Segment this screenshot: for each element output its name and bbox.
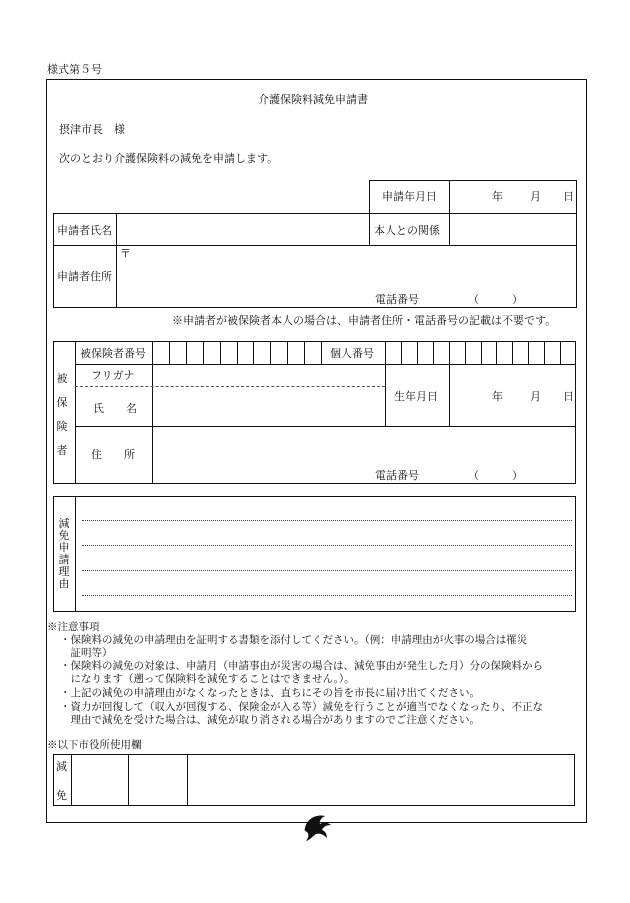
note-line: ・上記の減免の申請理由がなくなったときは、直ちにその旨を市長に届け出てください。	[60, 687, 480, 699]
number-cell-divider	[220, 341, 221, 364]
number-cell-divider	[304, 341, 305, 364]
relation-field[interactable]	[452, 216, 572, 242]
number-cell-divider	[401, 341, 402, 364]
number-cell-divider	[512, 341, 513, 364]
insured-side-label: 被 保 険 者	[56, 372, 68, 457]
office-side-label-top: 減	[56, 760, 67, 773]
addressee: 摂津市長 様	[59, 123, 125, 136]
insured-number-label: 被保険者番号	[80, 347, 146, 360]
note-line: 理由で減免を受けた場合は、減免が取り消される場合がありますのでご注意ください。	[60, 714, 480, 726]
number-cell-divider	[186, 341, 187, 364]
note-line: ・保険料の減免の対象は、申請月（申請事由が災害の場合は、減免事由が発生した月）分の保険料から	[60, 660, 543, 672]
number-cell-divider	[253, 341, 254, 364]
reason-side-label: 減 免 申 請 理 由	[58, 517, 70, 590]
insured-name-field[interactable]	[156, 390, 381, 422]
number-cell-divider	[544, 341, 545, 364]
number-cell-divider	[560, 341, 561, 364]
applicant-name-label: 申請者氏名	[57, 224, 112, 237]
date-month-unit: 月	[530, 190, 541, 203]
number-cell-divider	[203, 341, 204, 364]
personal-number-label: 個人番号	[330, 347, 374, 360]
applicant-phone-paren: （ ）	[468, 293, 523, 306]
note-line: になります（遡って保険料を減免することはできません。）。	[60, 673, 355, 685]
form-number: 様式第５号	[47, 63, 102, 76]
number-cell-divider	[496, 341, 497, 364]
note-line: ・保険料の減免の申請理由を証明する書類を添付してください。（例：申請理由が火事の場合は罹災	[60, 634, 528, 646]
number-cell-divider	[449, 341, 450, 364]
applicant-phone-label: 電話番号	[375, 293, 419, 306]
furigana-label: フリガナ	[91, 369, 135, 382]
furigana-field[interactable]	[156, 367, 381, 384]
number-cell-divider	[465, 341, 466, 364]
number-cell-divider	[237, 341, 238, 364]
office-heading: ※以下市役所使用欄	[47, 739, 142, 751]
number-cell-divider	[270, 341, 271, 364]
insured-phone-paren: （ ）	[468, 469, 523, 482]
postal-mark: 〒	[120, 247, 131, 260]
intro-text: 次のとおり介護保険料の減免を申請します。	[59, 152, 279, 165]
form-title: 介護保険料減免申請書	[258, 93, 368, 106]
number-cell-divider	[528, 341, 529, 364]
birth-date-label: 生年月日	[394, 390, 438, 403]
insured-address-field[interactable]	[156, 430, 571, 460]
applicant-note: ※申請者が被保険者本人の場合は、申請者住所・電話番号の記載は不要です。	[172, 314, 557, 327]
applicant-address-field[interactable]	[120, 262, 570, 288]
date-year-field[interactable]	[455, 184, 485, 208]
date-year-unit: 年	[492, 190, 503, 203]
birth-month-unit: 月	[530, 390, 541, 403]
birth-year-unit: 年	[492, 390, 503, 403]
note-line: 証明等）	[60, 647, 113, 659]
insured-phone-label: 電話番号	[375, 469, 419, 482]
insured-name-label: 氏 名	[93, 402, 137, 415]
relation-label: 本人との関係	[374, 224, 440, 237]
date-day-unit: 日	[563, 190, 574, 203]
applicant-name-field[interactable]	[120, 216, 365, 242]
number-cell-divider	[169, 341, 170, 364]
city-emblem-icon	[301, 812, 333, 842]
applicant-address-label: 申請者住所	[57, 270, 112, 283]
note-line: ・資力が回復して（収入が回復する、保険金が入る等）減免を行うことが適当でなくなったり、不正な	[60, 701, 543, 713]
number-cell-divider	[417, 341, 418, 364]
number-cell-divider	[481, 341, 482, 364]
reason-field[interactable]	[80, 500, 572, 608]
office-side-label-bottom: 免	[56, 789, 67, 802]
notes-heading: ※注意事項	[47, 621, 100, 633]
application-date-label: 申請年月日	[382, 190, 437, 203]
number-cell-divider	[287, 341, 288, 364]
insured-address-label: 住 所	[91, 448, 135, 461]
birth-day-unit: 日	[563, 390, 574, 403]
number-cell-divider	[433, 341, 434, 364]
